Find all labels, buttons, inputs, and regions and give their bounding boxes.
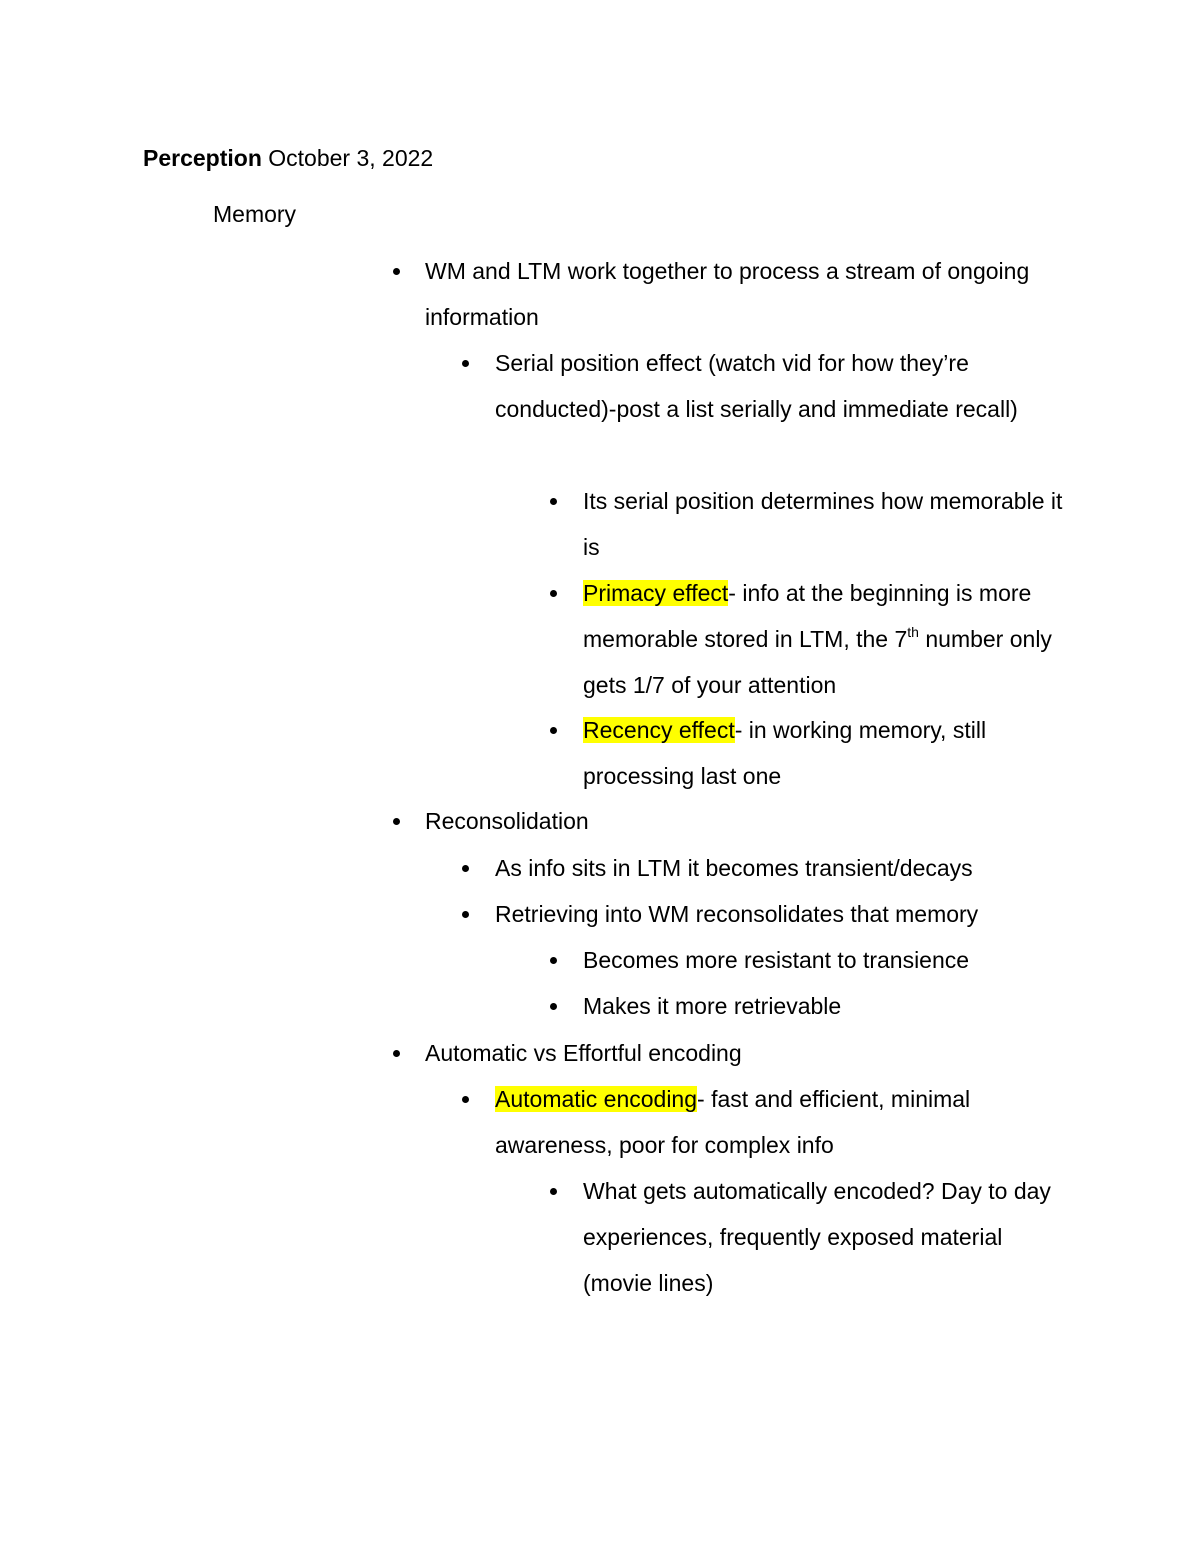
bullet-icon <box>550 957 557 964</box>
bullet-icon <box>550 727 557 734</box>
page-header <box>143 142 433 174</box>
bullet-icon <box>550 1003 557 1010</box>
list-item-automatic-encoding <box>462 1076 1060 1168</box>
bullet-icon <box>550 590 557 597</box>
list-item-text: WM and LTM work together to process a stream of ongoing information <box>425 258 1030 330</box>
list-item-text: Its serial position determines how memorable it is <box>583 488 1063 560</box>
list-item-text: Automatic vs Effortful encoding <box>425 1040 742 1066</box>
list-item <box>550 1168 1063 1306</box>
list-item-text: Makes it more retrievable <box>583 993 842 1019</box>
primacy-text: - info at the beginning is more memorable stored in LTM, the 7 <box>583 580 1032 652</box>
list-item <box>462 891 1060 937</box>
bullet-icon <box>462 1096 469 1103</box>
list-item <box>462 845 1060 891</box>
list-item-text <box>583 707 1063 799</box>
list-item <box>550 983 1063 1029</box>
superscript: th <box>907 624 919 640</box>
list-item <box>550 937 1063 983</box>
list-item-text: Becomes more resistant to transience <box>583 947 970 973</box>
list-item-text: Serial position effect (watch vid for how they’re conducted)-post a list serially and immediate recall) <box>495 350 1018 422</box>
list-item-recency <box>550 707 1063 799</box>
list-item-text: As info sits in LTM it becomes transient/decays <box>495 855 973 881</box>
list-item-primacy <box>550 570 1063 708</box>
bullet-icon <box>393 818 400 825</box>
bullet-icon <box>393 1050 400 1057</box>
section-title: Memory <box>213 201 297 227</box>
list-item-text: What gets automatically encoded? Day to day experiences, frequently exposed material (movie lines) <box>583 1178 1051 1296</box>
highlighted-term: Automatic encoding <box>495 1086 698 1112</box>
list-item <box>393 1030 1045 1076</box>
list-item-text: Reconsolidation <box>425 808 589 834</box>
bullet-icon <box>462 911 469 918</box>
recency-text: - in working memory, still processing last one <box>583 717 987 789</box>
bullet-icon <box>550 498 557 505</box>
page-date: October 3, 2022 <box>268 145 434 171</box>
list-item <box>462 340 1060 432</box>
bullet-icon <box>550 1188 557 1195</box>
automatic-encoding-text: - fast and efficient, minimal awareness, poor for complex info <box>495 1086 971 1158</box>
bullet-icon <box>462 360 469 367</box>
list-item <box>393 798 1045 844</box>
primacy-text-end: number only gets 1/7 of your attention <box>583 626 1052 698</box>
highlighted-term: Primacy effect <box>583 580 729 606</box>
list-item-text: Retrieving into WM reconsolidates that memory <box>495 901 979 927</box>
list-item-text <box>495 1076 1060 1168</box>
list-item <box>550 478 1063 570</box>
bullet-icon <box>462 865 469 872</box>
list-item-text <box>583 570 1063 708</box>
highlighted-term: Recency effect <box>583 717 735 743</box>
page-title: Perception <box>143 145 262 171</box>
bullet-icon <box>393 268 400 275</box>
list-item <box>393 248 1045 340</box>
